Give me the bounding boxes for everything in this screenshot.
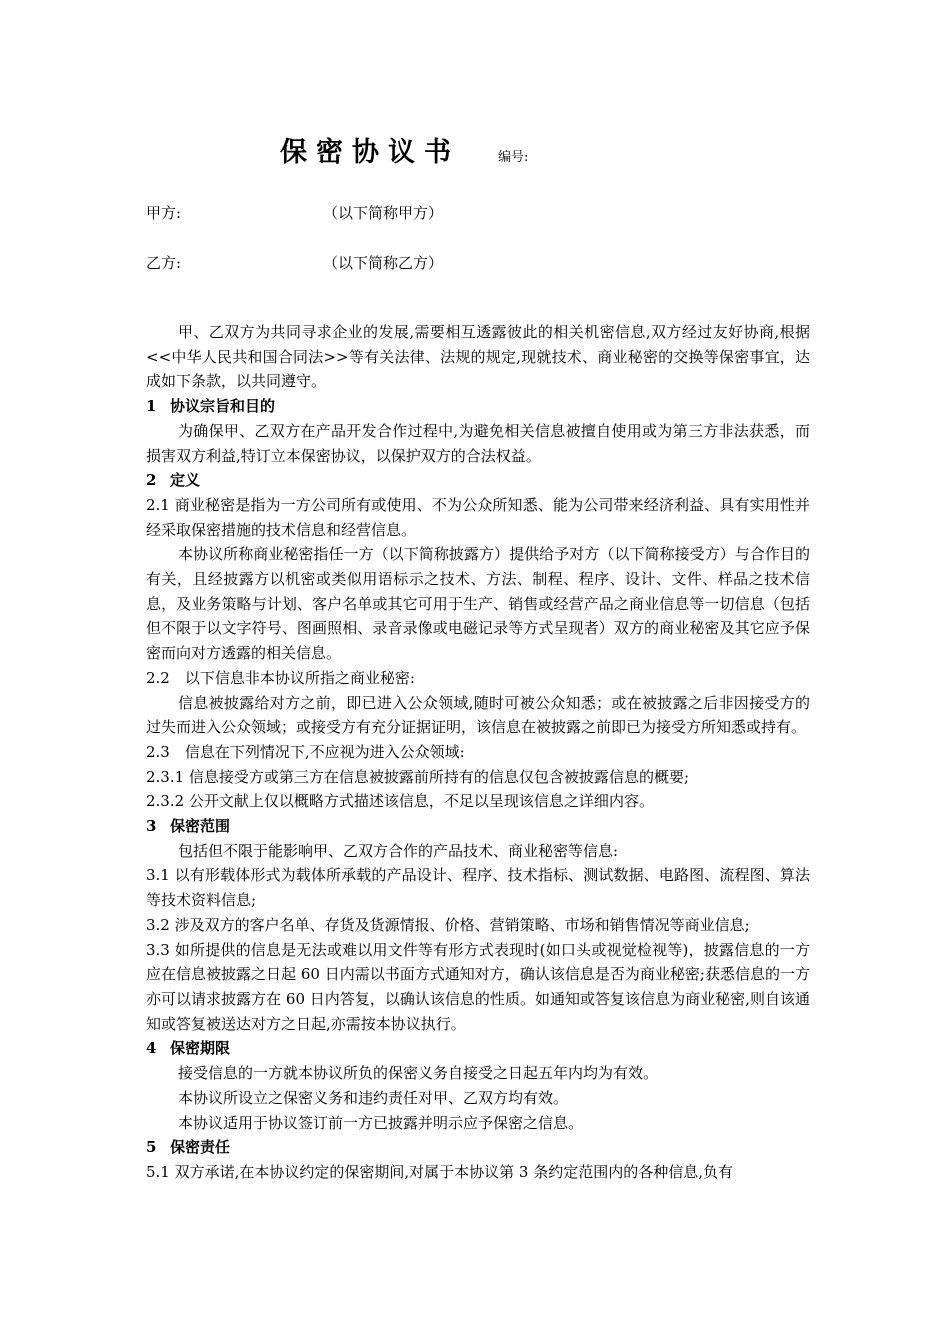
clause-2-3-2: 2.3.2 公开文献上仅以概略方式描述该信息，不足以呈现该信息之详细内容。 [146, 792, 654, 811]
clause-2-3: 2.3 信息在下列情况下,不应视为进入公众领域: [146, 742, 465, 761]
clause-3-1: 3.1 以有形载体形式为载体所承载的产品设计、程序、技术指标、测试数据、电路图、流程图、算法等技术资料信息; [146, 866, 810, 910]
section-number: 1 [146, 397, 157, 416]
paragraph: 包括但不限于能影响甲、乙双方合作的产品技术、商业秘密等信息: [178, 841, 619, 860]
document-title: 保密协议书 [280, 137, 460, 168]
section-title: 保密范围 [170, 817, 231, 836]
party-b-line [146, 252, 444, 273]
agreement-body [146, 320, 810, 1185]
party-a-label: 甲方: [146, 204, 182, 222]
clause-3-2: 3.2 涉及双方的客户名单、存货及货源情报、价格、营销策略、市场和销售情况等商业信息; [146, 915, 750, 934]
section-number: 5 [146, 1138, 157, 1157]
section-heading-1 [146, 394, 810, 419]
section-title: 定义 [170, 471, 201, 490]
clause-2-2: 2.2 以下信息非本协议所指之商业秘密: [146, 668, 415, 687]
section-title: 协议宗旨和目的 [170, 397, 276, 416]
clause-3-3: 3.3 如所提供的信息是无法或难以用文件等有形方式表现时(如口头或视觉检视等)，披露信息的一方应在信息被披露之日起 60 日内需以书面方式通知对方，确认该信息是否为商业秘密;获悉信息的一方亦可以请求披露方在 60 日内答复，以确认该信息的性质。如通知或答复该信息为商业秘密,则自该通知或答复被送达对方之日起,亦需按本协议执行。 [146, 940, 810, 1033]
paragraph: 接受信息的一方就本协议所负的保密义务自接受之日起五年内均为有效。 [178, 1064, 659, 1083]
clause-2-1: 2.1 商业秘密是指为一方公司所有或使用、不为公众所知悉、能为公司带来经济利益、具有实用性并经采取保密措施的技术信息和经营信息。 [146, 495, 810, 539]
section-title: 保密期限 [170, 1039, 231, 1058]
paragraph: 本协议所设立之保密义务和违约责任对甲、乙双方均有效。 [178, 1088, 569, 1107]
clause-2-3-1: 2.3.1 信息接受方或第三方在信息被披露前所持有的信息仅包含被披露信息的概要; [146, 767, 689, 786]
preamble-paragraph: 甲、乙双方为共同寻求企业的发展,需要相互透露彼此的相关机密信息,双方经过友好协商,根据<<中华人民共和国合同法>>等有关法律、法规的规定,现就技术、商业秘密的交换等保密事宜，达成如下条款，以共同遵守。 [146, 323, 810, 391]
section-heading-2 [146, 468, 810, 493]
title-row [280, 130, 528, 169]
serial-number-label: 编号: [498, 150, 529, 165]
party-a-note: （以下简称甲方） [323, 204, 444, 222]
paragraph: 为确保甲、乙双方在产品开发合作过程中,为避免相关信息被擅自使用或为第三方非法获悉，而损害双方利益,特订立本保密协议，以保护双方的合法权益。 [146, 421, 810, 465]
paragraph: 信息被披露给对方之前，即已进入公众领域,随时可被公众知悉；或在被披露之后非因接受方的过失而进入公众领域；或接受方有充分证据证明，该信息在被披露之前即已为接受方所知悉或持有。 [146, 693, 810, 737]
section-heading-5 [146, 1135, 810, 1160]
section-title: 保密责任 [170, 1138, 231, 1157]
party-b-label: 乙方: [146, 254, 182, 272]
section-number: 2 [146, 471, 157, 490]
paragraph: 本协议适用于协议签订前一方已披露并明示应予保密之信息。 [178, 1113, 584, 1132]
section-heading-3 [146, 814, 810, 839]
paragraph: 本协议所称商业秘密指任一方（以下简称披露方）提供给予对方（以下简称接受方）与合作目的有关，且经披露方以机密或类似用语标示之技术、方法、制程、程序、设计、文件、样品之技术信息，及业务策略与计划、客户名单或其它可用于生产、销售或经营产品之商业信息等一切信息（包括但不限于以文字符号、图画照相、录音录像或电磁记录等方式呈现者）双方的商业秘密及其它应予保密而向对方透露的相关信息。 [146, 545, 810, 663]
party-b-note: （以下简称乙方） [323, 254, 444, 272]
clause-5-1: 5.1 双方承诺,在本协议约定的保密期间,对属于本协议第 3 条约定范围内的各种信息,负有 [146, 1162, 734, 1181]
section-heading-4 [146, 1036, 810, 1061]
party-a-line [146, 202, 444, 223]
section-number: 3 [146, 817, 157, 836]
section-number: 4 [146, 1039, 157, 1058]
